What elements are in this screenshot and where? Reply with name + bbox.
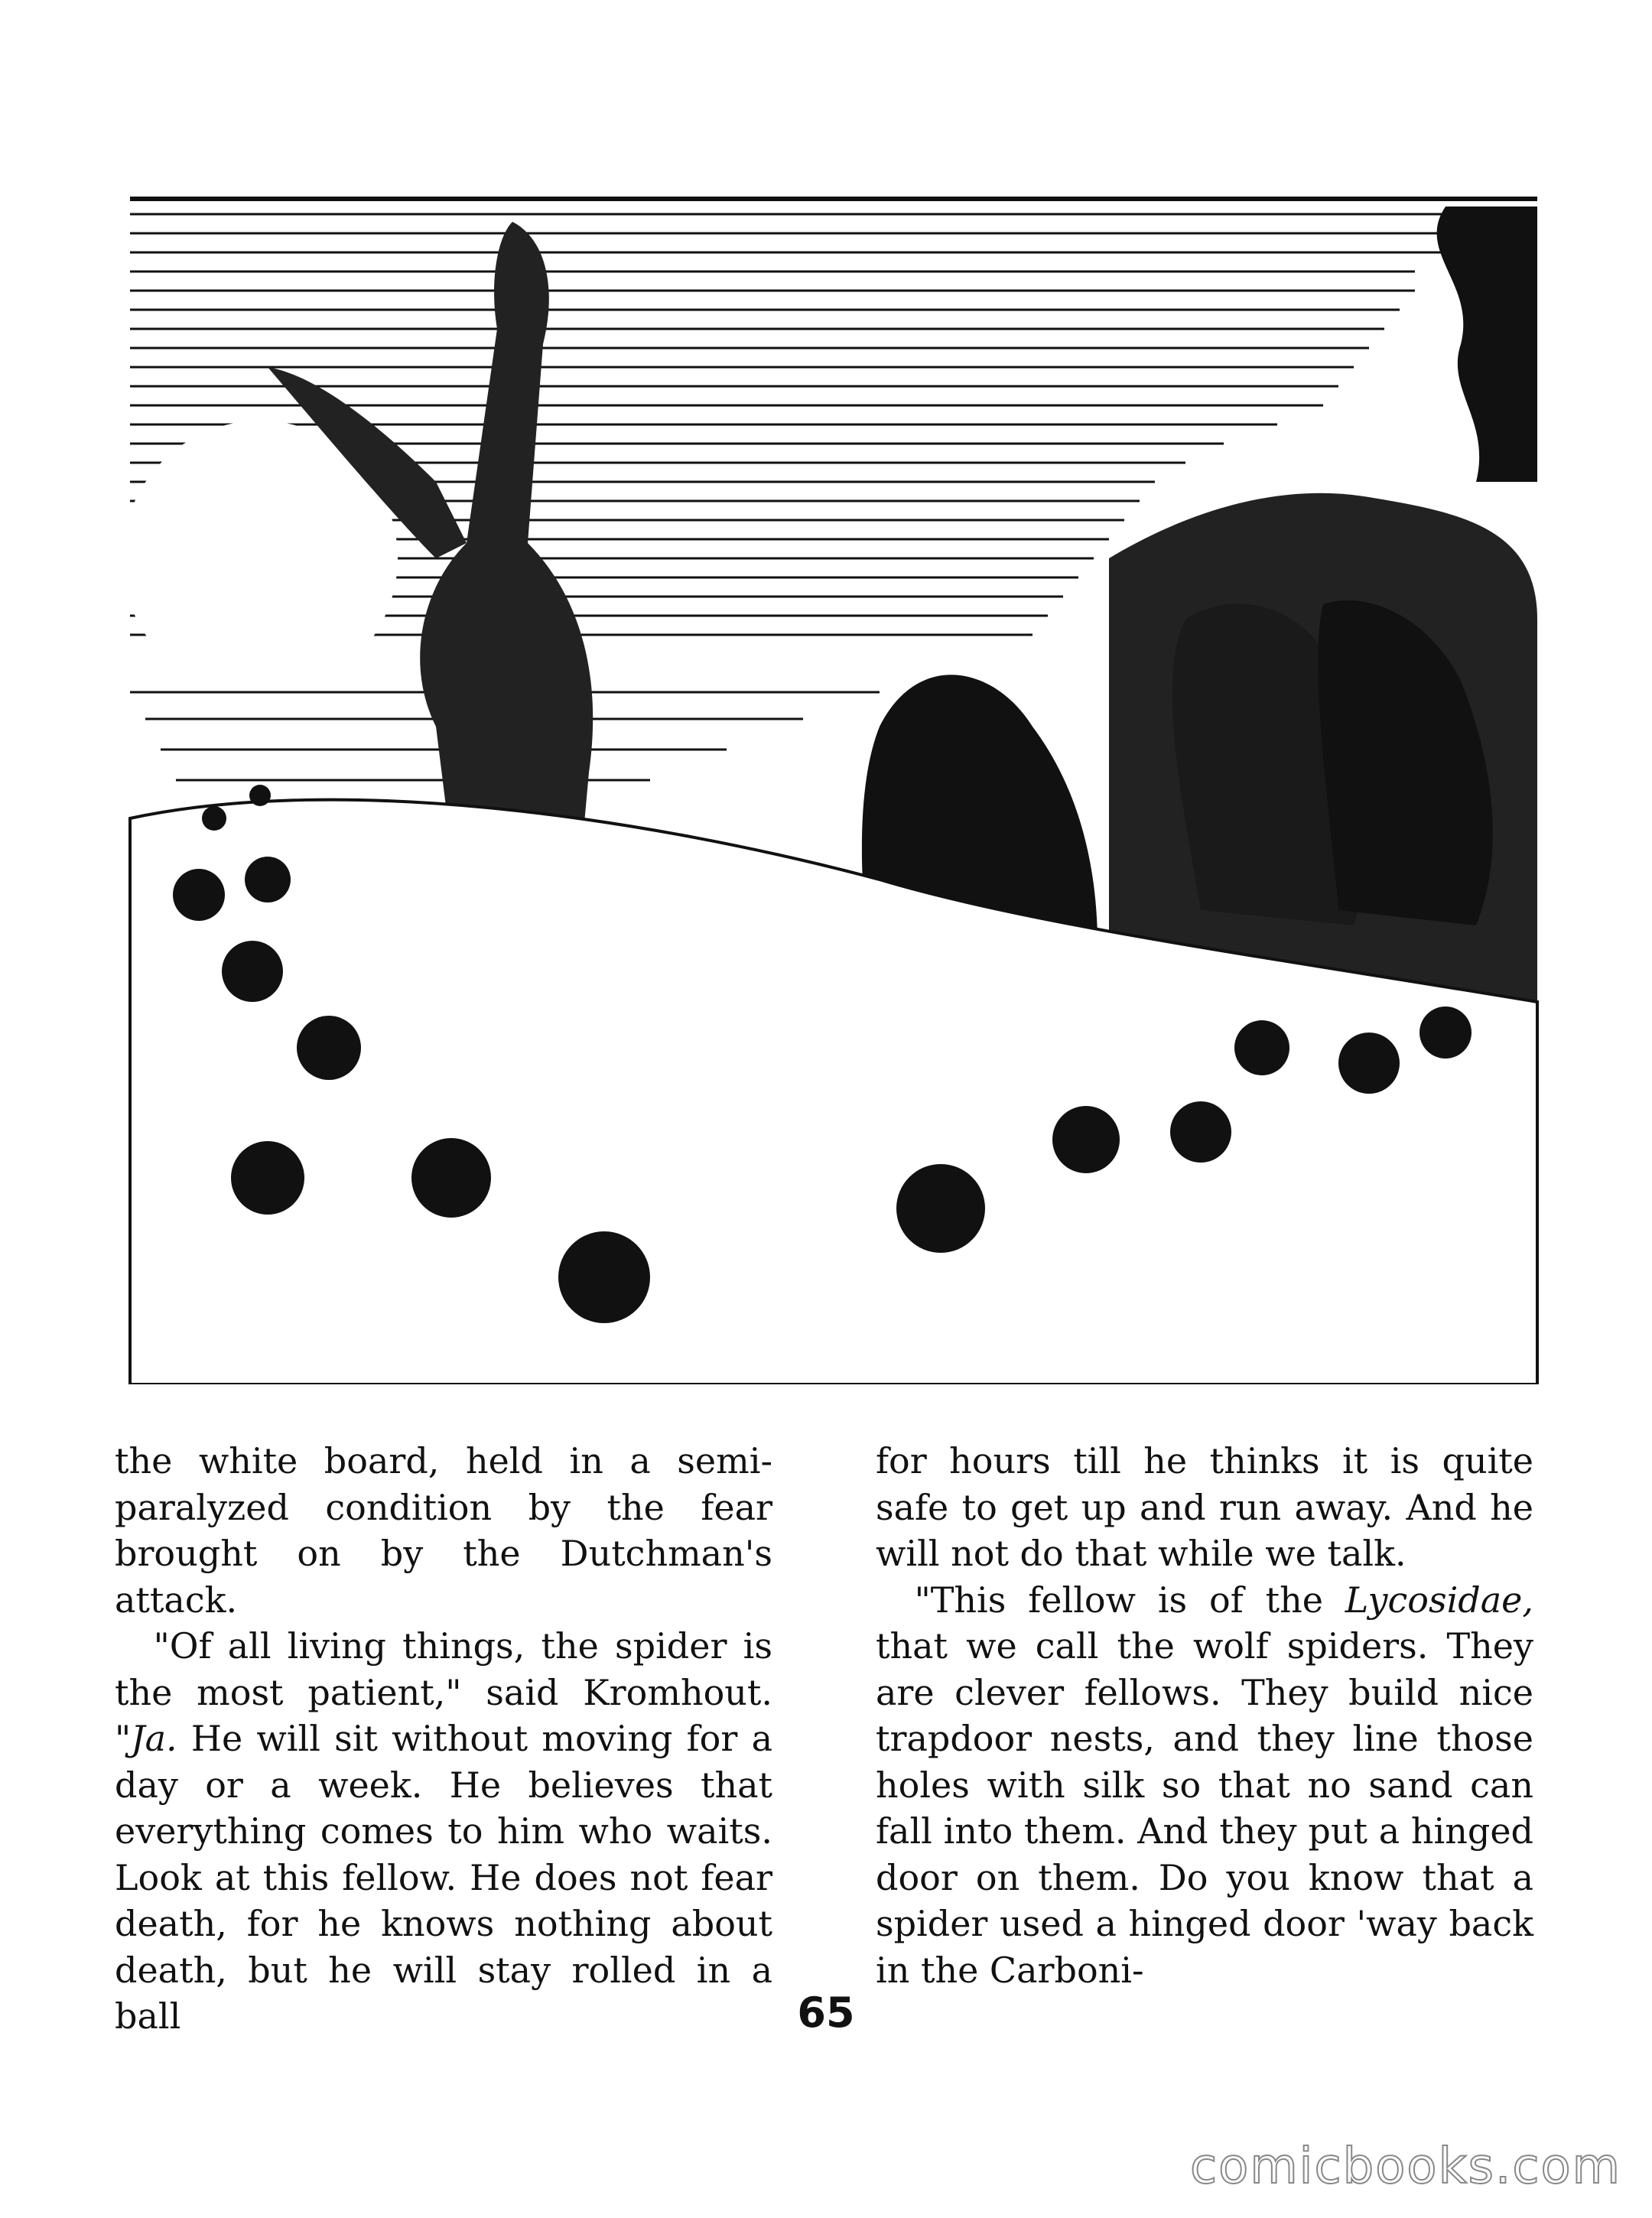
paragraph [115,1623,772,2040]
paragraph-text: He will sit without moving for a day or a week. He believes that everything comes to him who waits. Look at this fellow. He does not fear death, for he knows nothing about death, but he will stay rolled in a ball [115,1718,772,2037]
paragraph-text: the white board, held in a semi-paralyzed condition by the fear brought on by the Dutchman's attack. [115,1440,772,1621]
paragraph-text: for hours till he thinks it is quite safe to get up and run away. And he will not do that while we talk. [876,1440,1533,1574]
italic-word: Ja. [131,1718,177,1759]
paragraph-text: that we call the wolf spiders. They are clever fellows. They build nice trapdoor nests, and they line those holes with silk so that no sand can fall into them. And they put a hinged door on them. Do you know that a spider used a hinged door 'way back in the Carboni- [876,1625,1533,1991]
right-text-column [876,1438,1533,1993]
italic-word: Lycosidae, [1345,1579,1533,1621]
beach-scene-icon [115,191,1553,1384]
paragraph [876,1438,1533,1577]
left-text-column [115,1438,772,2040]
illustration [115,191,1553,1384]
paragraph-text: "This fellow is of the [914,1579,1345,1621]
paragraph-text: "Of all living things, the spider is the most patient," said Kromhout. " [115,1625,772,1759]
watermark: comicbooks.com [1189,2138,1621,2195]
page-number: 65 [797,1989,855,2037]
paragraph [115,1438,772,1623]
paragraph [876,1577,1533,1994]
